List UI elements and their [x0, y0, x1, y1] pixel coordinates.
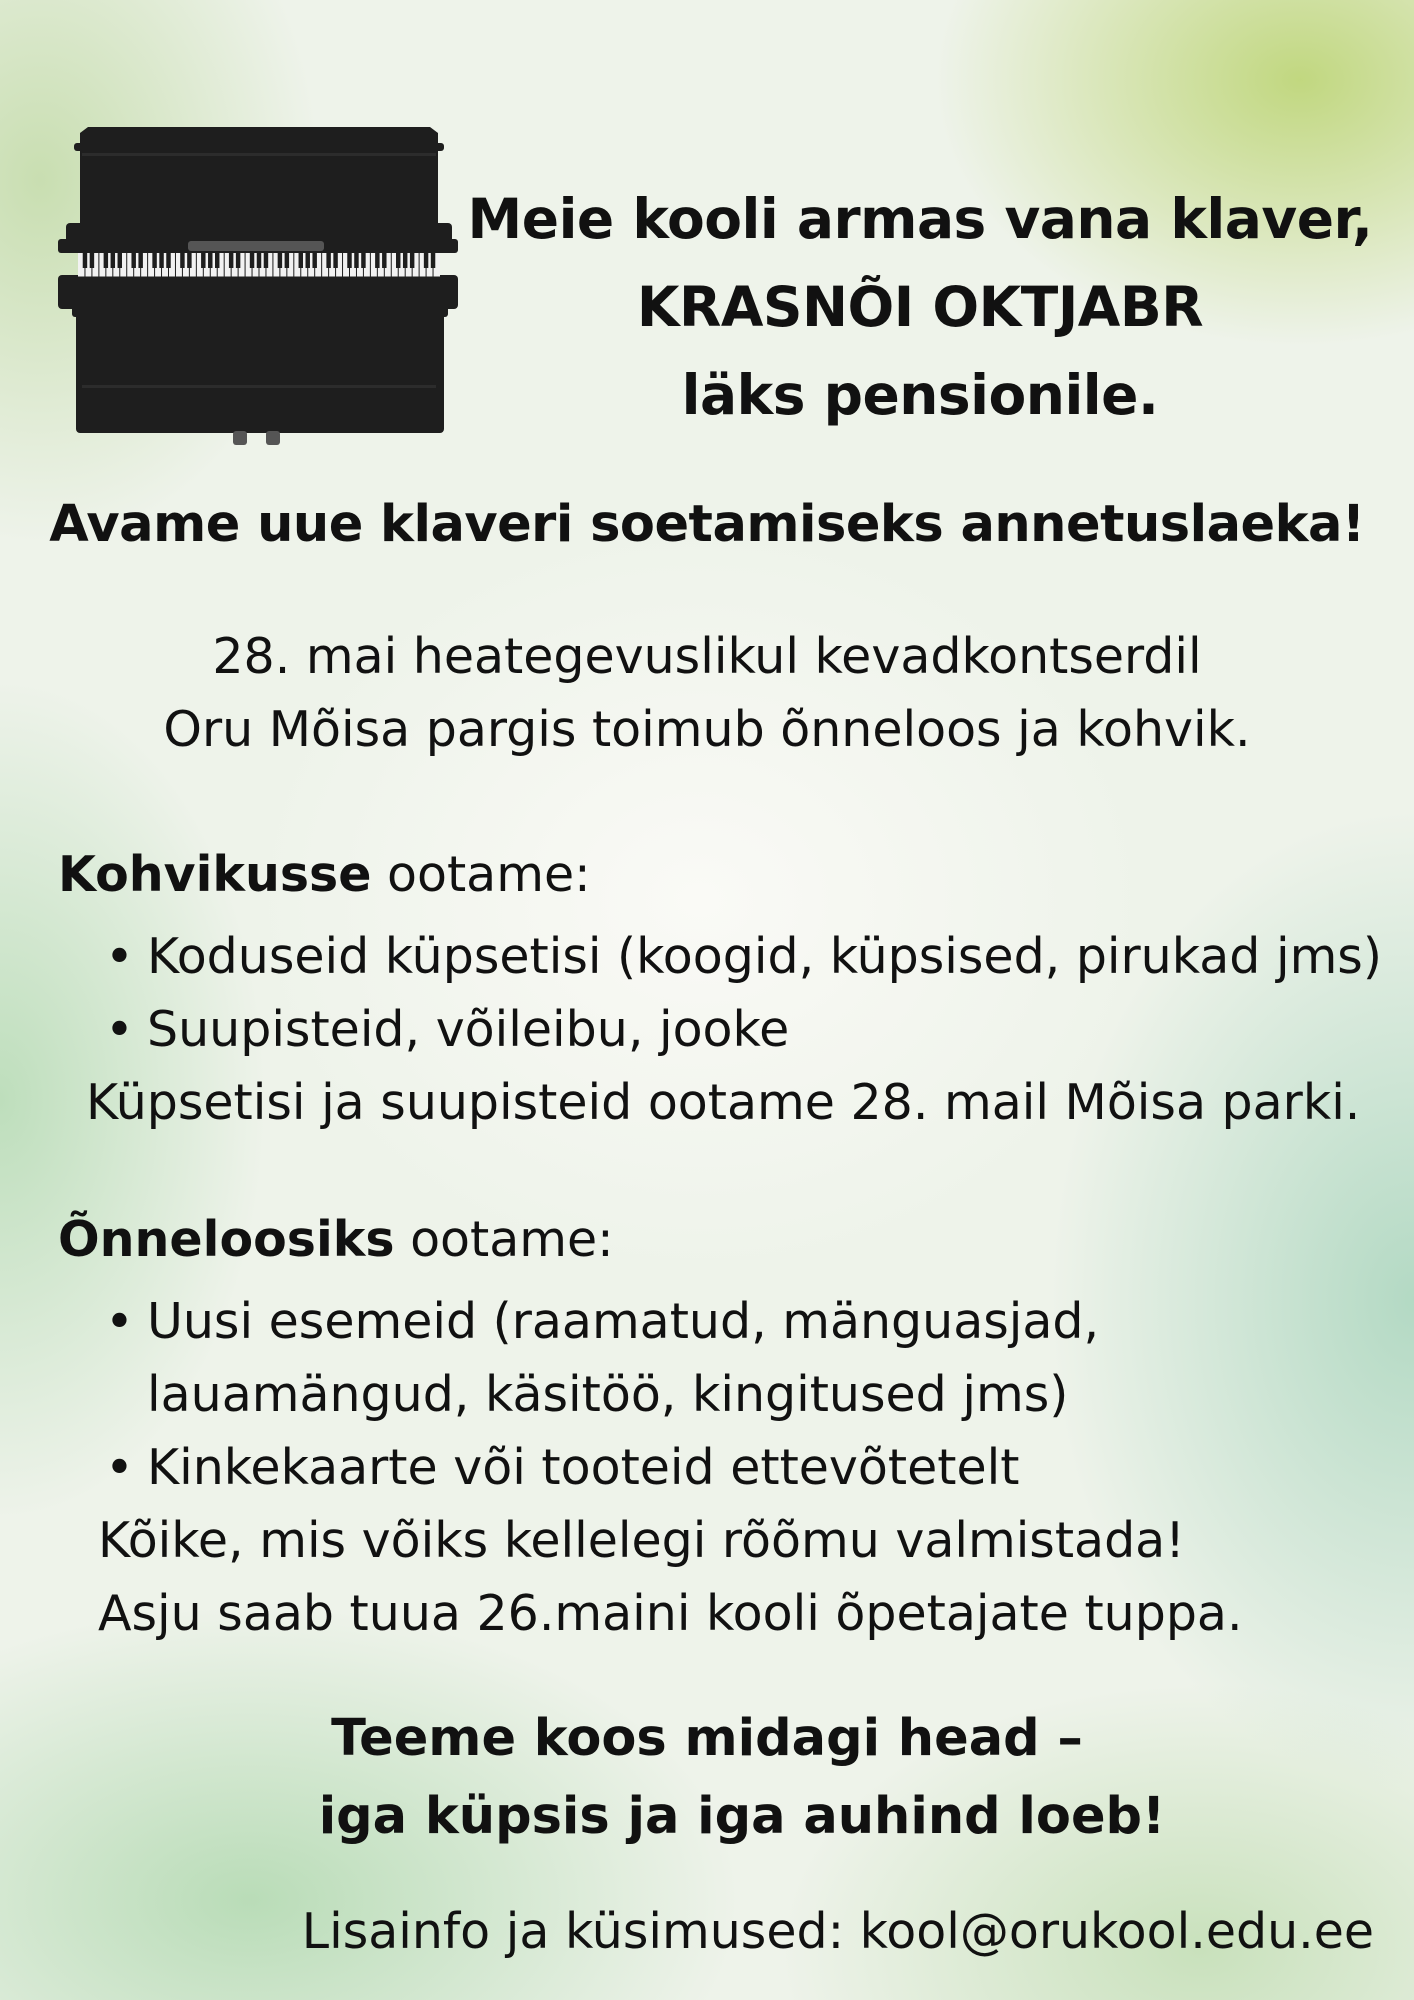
intro-line-2: Oru Mõisa pargis toimub õnneloos ja kohvik.: [163, 701, 1251, 758]
lottery-note-line-2: Asju saab tuua 26.maini kooli õpetajate tuppa.: [98, 1585, 1243, 1642]
lottery-section-title: [58, 1211, 614, 1268]
lottery-item-list: [105, 1285, 1135, 1504]
title-line-3: läks pensionile.: [681, 363, 1159, 427]
closing-message: [0, 1700, 1414, 1856]
list-item: • Suupisteid, võileibu, jooke: [105, 993, 1395, 1066]
donation-subtitle: Avame uue klaveri soetamiseks annetuslaeka!: [49, 495, 1365, 554]
closing-line-2: iga küpsis ja iga auhind loeb!: [318, 1787, 1166, 1846]
lottery-note-line-1: Kõike, mis võiks kellelegi rõõmu valmistada!: [98, 1512, 1185, 1569]
cafe-title-rest: ootame:: [371, 846, 591, 903]
upright-piano-icon: [58, 125, 458, 447]
event-intro: [0, 620, 1414, 766]
lottery-title-bold: Õnneloosiks: [58, 1211, 395, 1268]
title-line-1: Meie kooli armas vana klaver,: [467, 187, 1373, 251]
list-item: • Uusi esemeid (raamatud, mänguasjad, lauamängud, käsitöö, kingitused jms): [105, 1285, 1135, 1431]
list-item: • Koduseid küpsetisi (koogid, küpsised, pirukad jms): [105, 920, 1395, 993]
intro-line-1: 28. mai heategevuslikul kevadkontserdil: [212, 628, 1202, 685]
cafe-note: Küpsetisi ja suupisteid ootame 28. mail Mõisa parki.: [86, 1074, 1361, 1131]
contact-info: Lisainfo ja küsimused: kool@orukool.edu.ee: [301, 1903, 1374, 1960]
cafe-title-bold: Kohvikusse: [58, 846, 372, 903]
cafe-item-list: [105, 920, 1395, 1066]
poster-title: [460, 175, 1380, 439]
cafe-section-title: [58, 846, 591, 903]
title-line-2: KRASNÕI OKTJABR: [636, 275, 1204, 339]
lottery-note: [98, 1504, 1388, 1650]
list-item: • Kinkekaarte või tooteid ettevõtetelt: [105, 1431, 1135, 1504]
closing-line-1: Teeme koos midagi head –: [331, 1709, 1083, 1768]
lottery-title-rest: ootame:: [394, 1211, 614, 1268]
